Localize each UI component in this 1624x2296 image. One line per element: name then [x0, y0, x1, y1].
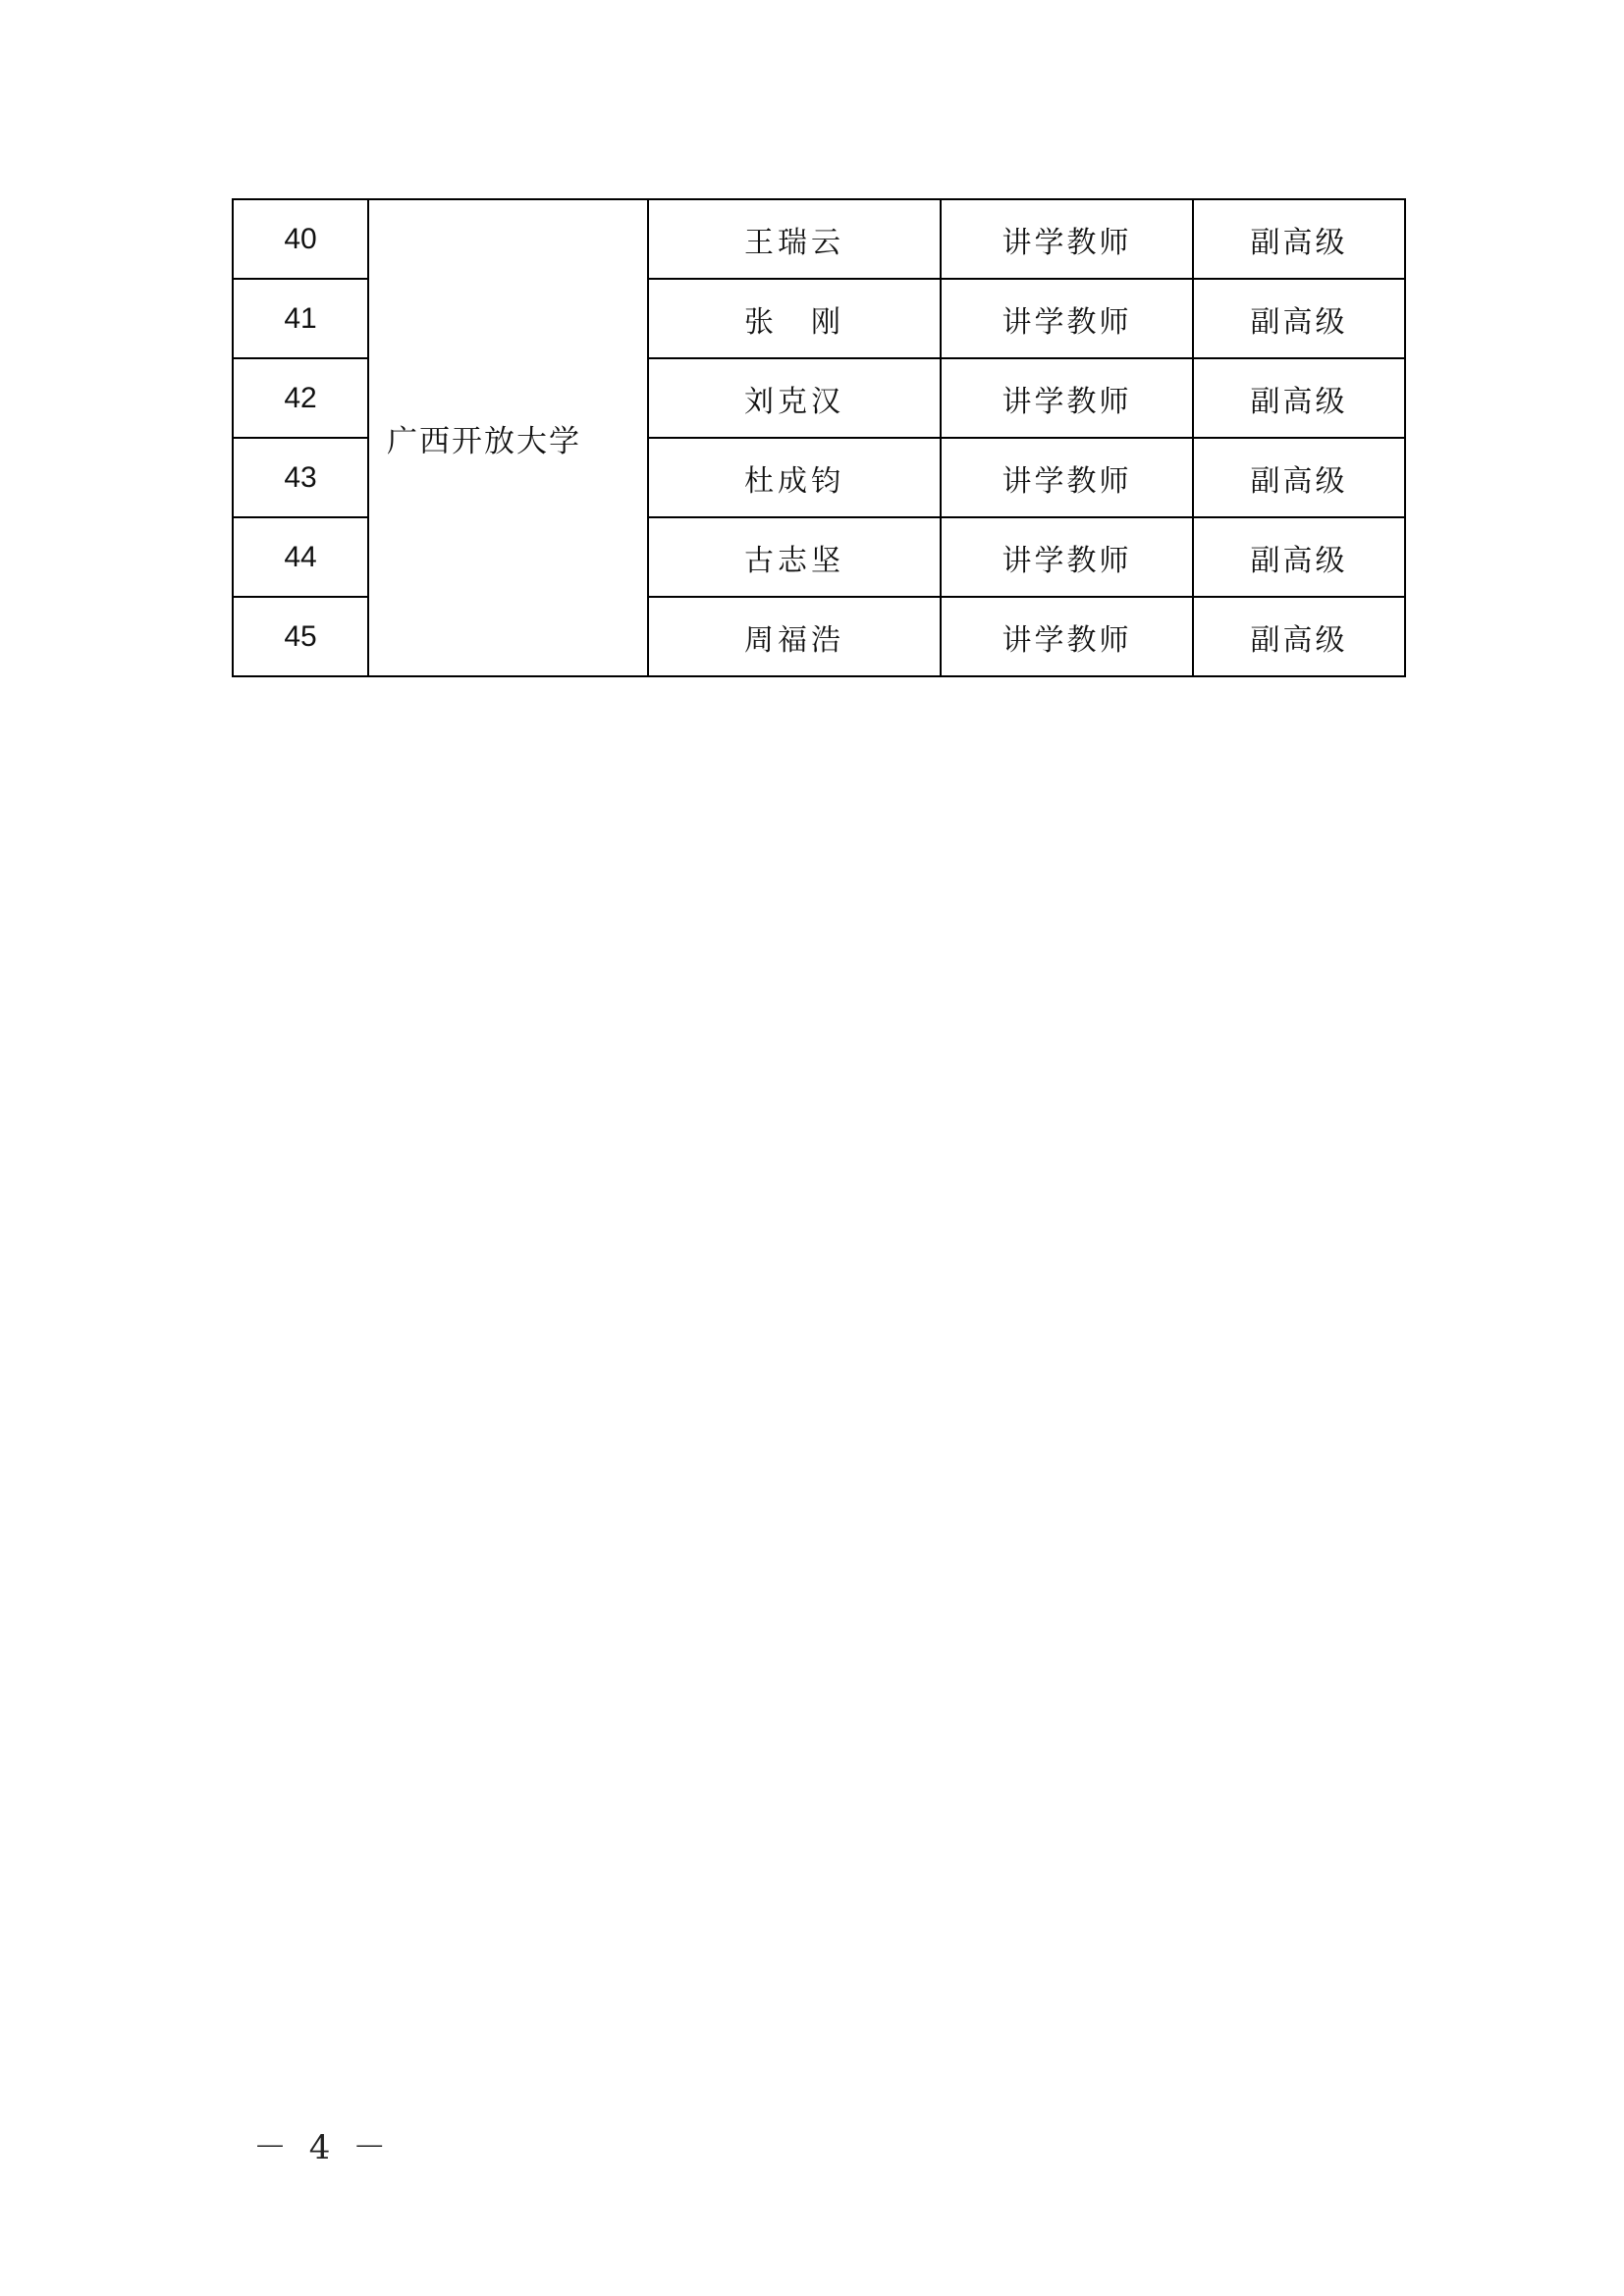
title-level: 副高级	[1193, 279, 1405, 358]
title-level: 副高级	[1193, 517, 1405, 597]
person-name: 杜成钧	[648, 438, 941, 517]
person-name: 刘克汉	[648, 358, 941, 438]
table-row	[233, 199, 1405, 279]
roster-table	[232, 198, 1406, 677]
person-role: 讲学教师	[941, 438, 1193, 517]
person-role: 讲学教师	[941, 279, 1193, 358]
person-role: 讲学教师	[941, 517, 1193, 597]
person-name: 张 刚	[648, 279, 941, 358]
person-role: 讲学教师	[941, 199, 1193, 279]
row-number: 44	[233, 517, 368, 597]
row-number: 40	[233, 199, 368, 279]
unit-name: 广西开放大学	[368, 199, 648, 676]
person-name: 王瑞云	[648, 199, 941, 279]
title-level: 副高级	[1193, 358, 1405, 438]
title-level: 副高级	[1193, 597, 1405, 676]
title-level: 副高级	[1193, 199, 1405, 279]
person-role: 讲学教师	[941, 597, 1193, 676]
row-number: 41	[233, 279, 368, 358]
row-number: 43	[233, 438, 368, 517]
row-number: 45	[233, 597, 368, 676]
row-number: 42	[233, 358, 368, 438]
person-name: 周福浩	[648, 597, 941, 676]
page-number: － 4 －	[253, 2128, 393, 2167]
person-role: 讲学教师	[941, 358, 1193, 438]
person-name: 古志坚	[648, 517, 941, 597]
title-level: 副高级	[1193, 438, 1405, 517]
